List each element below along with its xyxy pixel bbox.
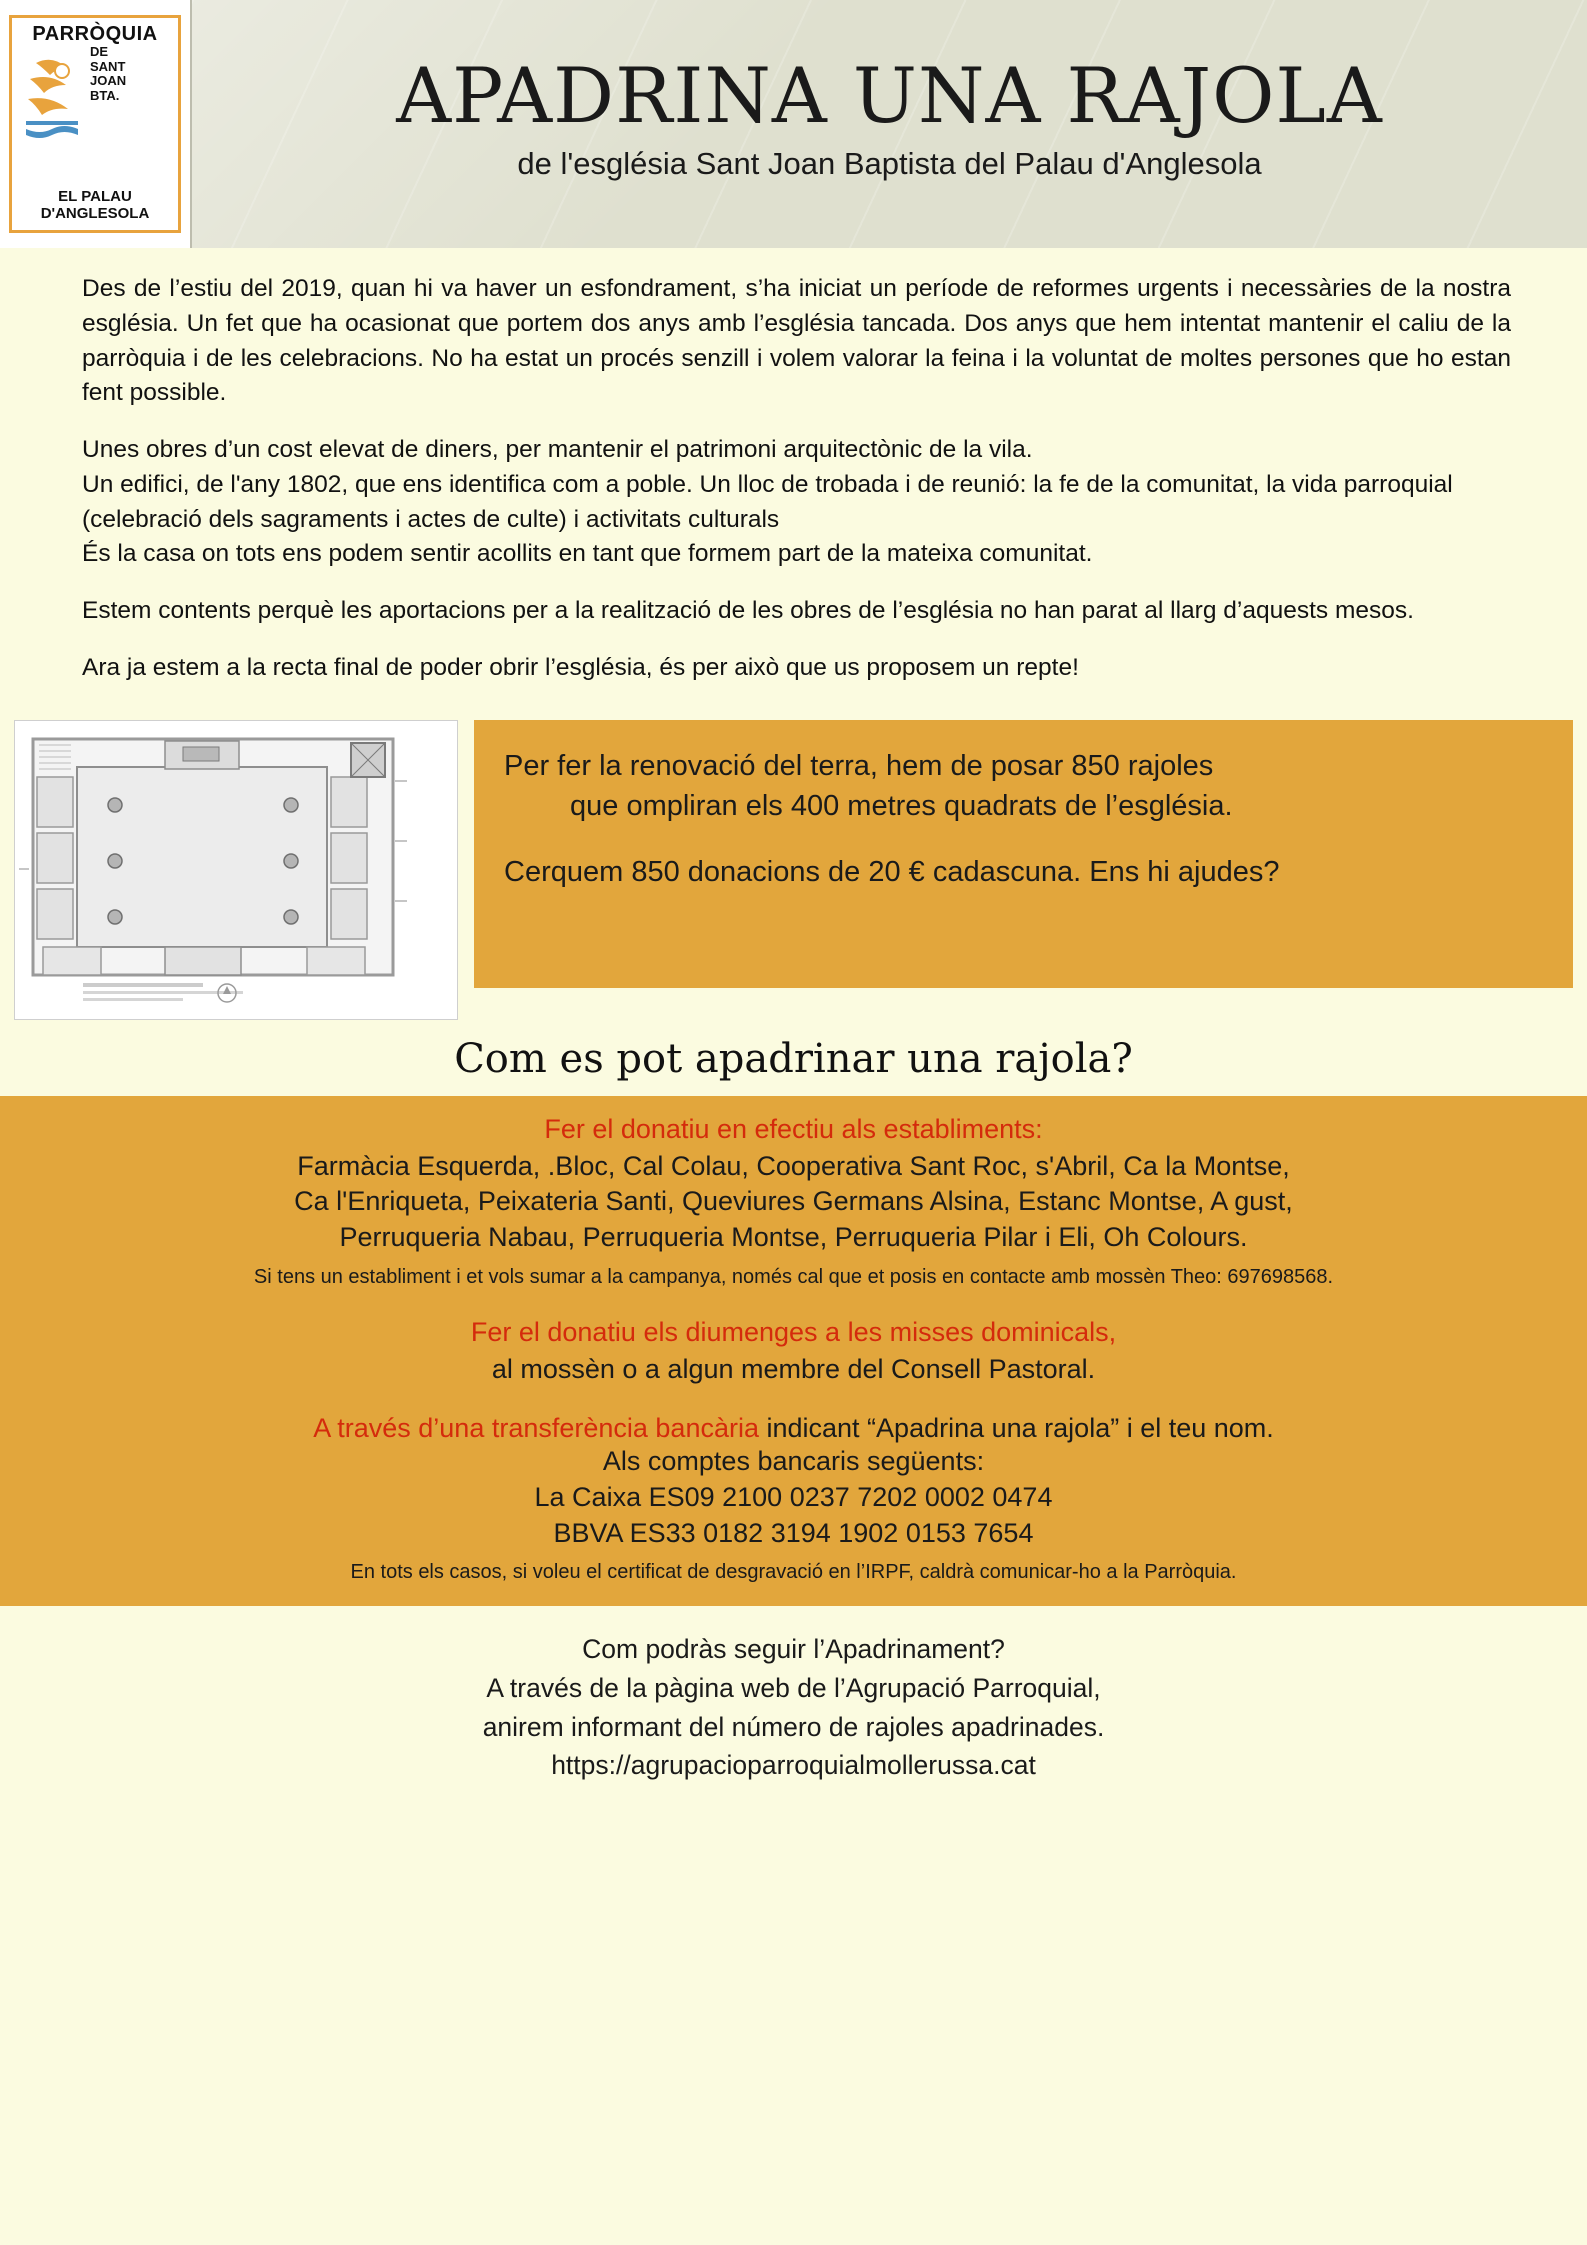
footer-website-link[interactable]: https://agrupacioparroquialmollerussa.cat xyxy=(551,1750,1036,1781)
challenge-line-1: Per fer la renovació del terra, hem de posar 850 rajoles xyxy=(504,749,1214,782)
option-3-title-highlight: A través d’una transferència bancària xyxy=(313,1413,759,1444)
option-1-title: Fer el donatiu en efectiu als establiments: xyxy=(544,1113,1043,1144)
intro-paragraph-3: Estem contents perquè les aportacions per a la realització de les obres de l’església no han parat al llarg d’aquests mesos. xyxy=(82,597,1414,625)
logo-town xyxy=(41,189,150,224)
option-3-title xyxy=(30,1413,1557,1444)
option-1-line-2: Ca l'Enriqueta, Peixateria Santi, Queviures Germans Alsina, Estanc Montse, A gust, xyxy=(294,1186,1293,1217)
intro-paragraph-4: Ara ja estem a la recta final de poder obrir l’església, és per això que us proposem un repte! xyxy=(82,654,1079,682)
logo-line-parroquia: PARRÒQUIA xyxy=(32,23,158,45)
page-subtitle: de l'església Sant Joan Baptista del Palau d'Anglesola xyxy=(517,145,1262,181)
page-header xyxy=(0,0,1587,248)
logo-line-de: DE xyxy=(90,44,109,59)
parish-logo xyxy=(0,0,192,248)
donation-options-panel xyxy=(0,1096,1587,1606)
logo-town-line2: D'ANGLESOLA xyxy=(40,204,150,222)
challenge-line-2: que ompliran els 400 metres quadrats de l’església. xyxy=(570,789,1233,822)
logo-line-joan: JOAN xyxy=(90,73,127,89)
option-3-accounts-label: Als comptes bancaris següents: xyxy=(602,1446,985,1477)
challenge-box xyxy=(474,720,1573,988)
header-titles xyxy=(192,0,1587,248)
option-3-account-bbva: BBVA ES33 0182 3194 1902 0153 7654 xyxy=(553,1517,1034,1548)
how-to-heading: Com es pot apadrinar una rajola? xyxy=(454,1035,1133,1082)
option-3-note: En tots els casos, si voleu el certificat de desgravació en l’IRPF, caldrà comunicar-ho a la Parròquia. xyxy=(350,1561,1237,1584)
logo-line-bta: BTA. xyxy=(90,87,120,103)
option-1-note: Si tens un establiment i et vols sumar a la campanya, només cal que et posis en contacte amb mossèn Theo: 697698568. xyxy=(253,1265,1334,1288)
option-3-title-rest: indicant “Apadrina una rajola” i el teu nom. xyxy=(758,1413,1274,1444)
page-title: APADRINA UNA RAJOLA xyxy=(396,51,1383,141)
footer-line-3: anirem informant del número de rajoles apadrinades. xyxy=(482,1711,1105,1742)
logo-emblem-icon xyxy=(16,45,88,189)
follow-up-footer xyxy=(0,1606,1587,1805)
logo-frame xyxy=(9,15,181,233)
intro-paragraph-1: Des de l’estiu del 2019, quan hi va haver un esfondrament, s’ha iniciat un període de reformes urgents i necessàries de la nostra església. Un fet que ha ocasionat que portem dos anys amb l’església tancada. Dos anys que hem intentat mantenir el caliu de la parròquia i de les celebracions. No ha estat un procés senzill i volem valorar la feina i la voluntat de moltes persones que ho estan fent possible. xyxy=(82,275,1511,407)
logo-town-line1: EL PALAU xyxy=(58,188,132,205)
challenge-line-3: Cerquem 850 donacions de 20 € cadascuna. Ens hi ajudes? xyxy=(504,855,1280,888)
option-3-account-lacaixa: La Caixa ES09 2100 0237 7202 0002 0474 xyxy=(534,1481,1053,1512)
plan-and-challenge xyxy=(0,714,1587,1020)
option-1-line-3: Perruqueria Nabau, Perruqueria Montse, Perruqueria Pilar i Eli, Oh Colours. xyxy=(339,1222,1248,1253)
logo-line-sant: SANT xyxy=(90,58,126,74)
option-1-line-1: Farmàcia Esquerda, .Bloc, Cal Colau, Cooperativa Sant Roc, s'Abril, Ca la Montse, xyxy=(297,1150,1290,1181)
intro-paragraph-2-line3: És la casa on tots ens podem sentir acollits en tant que formem part de la mateixa comunitat. xyxy=(82,540,1093,568)
intro-paragraph-2 xyxy=(82,433,1511,572)
option-2-title: Fer el donatiu els diumenges a les misses dominicals, xyxy=(470,1316,1117,1347)
intro-paragraph-2-line1: Unes obres d’un cost elevat de diners, per mantenir el patrimoni arquitectònic de la vila. xyxy=(82,436,1033,464)
intro-text xyxy=(0,248,1587,714)
church-floor-plan-image xyxy=(14,720,458,1020)
intro-paragraph-2-line2: Un edifici, de l'any 1802, que ens identifica com a poble. Un lloc de trobada i de reunió: la fe de la comunitat, la vida parroquial (celebració dels sagraments i actes de culte) i activitats culturals xyxy=(82,470,1453,533)
option-2-line-1: al mossèn o a algun membre del Consell Pastoral. xyxy=(491,1353,1096,1384)
footer-line-2: A través de la pàgina web de l’Agrupació Parroquial, xyxy=(486,1672,1101,1703)
footer-line-1: Com podràs seguir l’Apadrinament? xyxy=(582,1634,1005,1665)
